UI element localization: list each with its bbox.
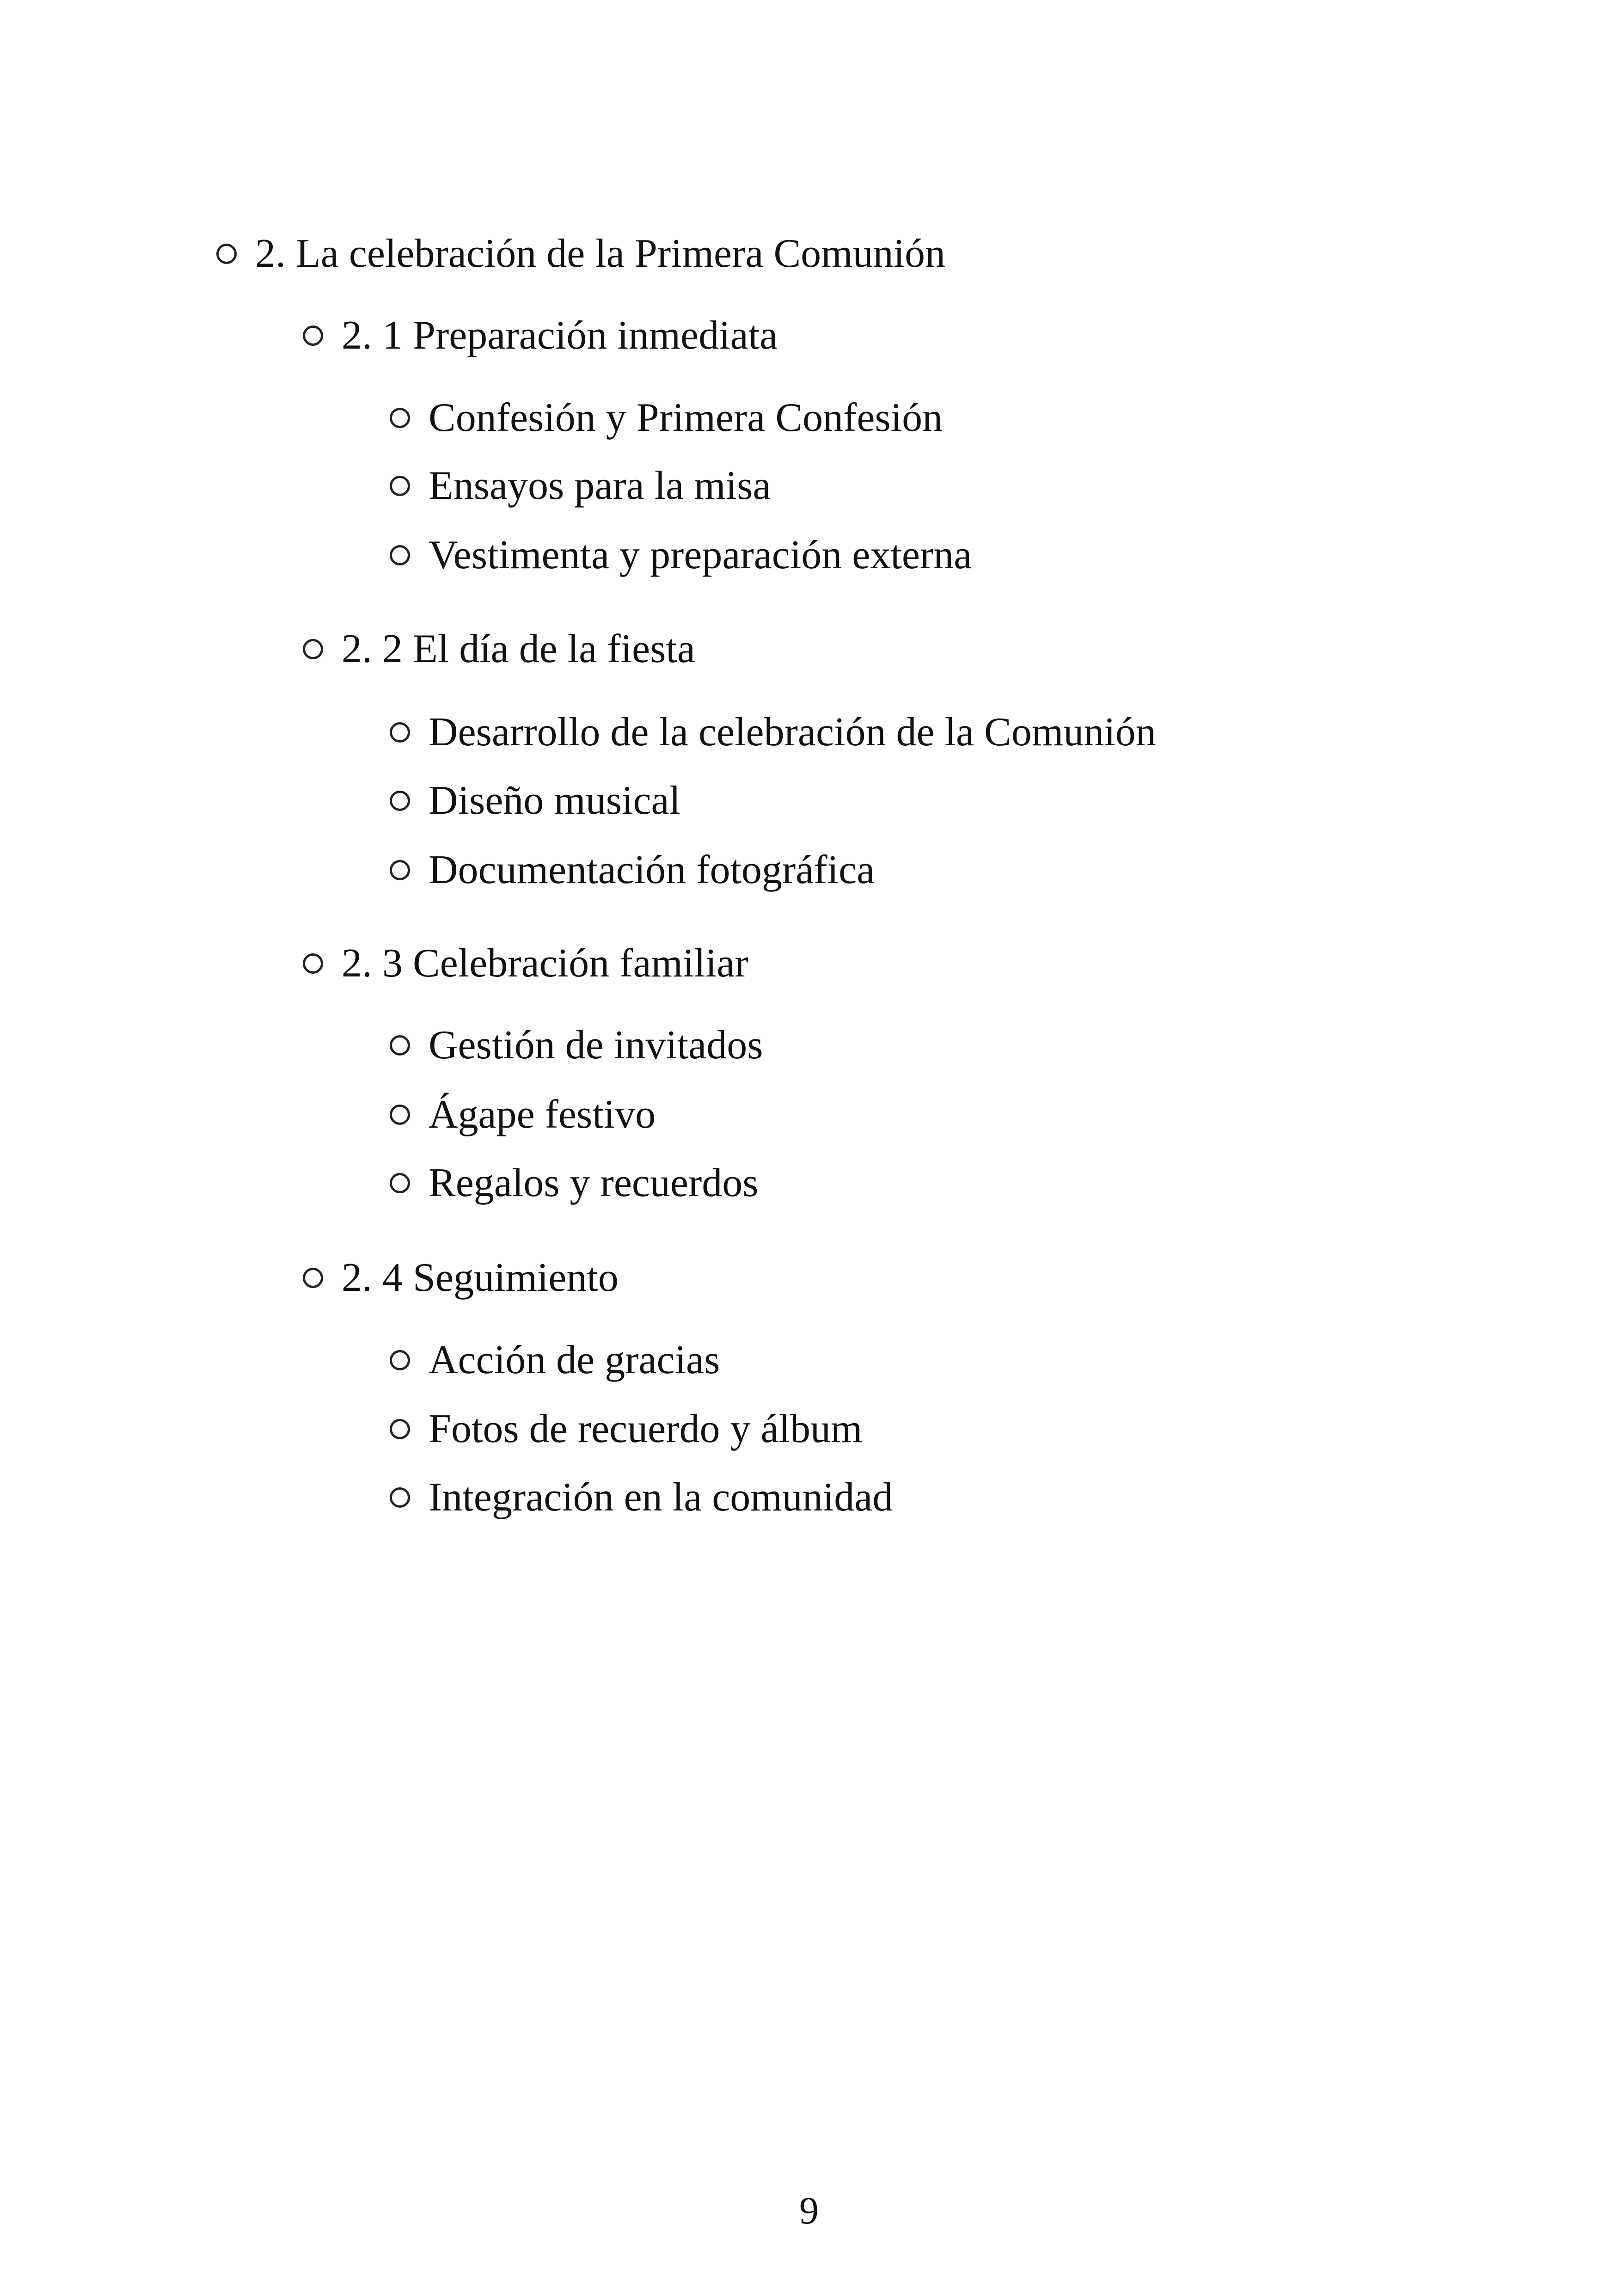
section-title-text: 2. 4 Seguimiento bbox=[342, 1255, 619, 1300]
list-item-text: Confesión y Primera Confesión bbox=[429, 395, 943, 440]
list-item-text: Vestimenta y preparación externa bbox=[429, 533, 972, 577]
list-item-text: Ensayos para la misa bbox=[429, 463, 771, 508]
list-item bbox=[390, 1477, 893, 1518]
list-item-text: Desarrollo de la celebración de la Comunión bbox=[429, 710, 1156, 755]
outline-root-text: 2. La celebración de la Primera Comunión bbox=[255, 231, 946, 276]
section-title-text: 2. 1 Preparación inmediata bbox=[342, 313, 778, 358]
list-item bbox=[390, 780, 680, 821]
list-item bbox=[390, 1094, 656, 1135]
list-item bbox=[390, 1340, 720, 1381]
list-item-text: Ágape festivo bbox=[429, 1092, 656, 1137]
list-item-text: Diseño musical bbox=[429, 778, 681, 823]
list-item bbox=[390, 463, 771, 508]
bullet-icon bbox=[390, 476, 410, 496]
bullet-icon bbox=[390, 722, 410, 743]
list-item bbox=[390, 1406, 863, 1451]
bullet-icon bbox=[303, 953, 323, 974]
section-title-text: 2. 3 Celebración familiar bbox=[342, 941, 748, 986]
bullet-icon bbox=[390, 1487, 410, 1508]
section-title bbox=[303, 626, 695, 671]
list-item-text: Fotos de recuerdo y álbum bbox=[429, 1406, 863, 1451]
list-item-text: Gestión de invitados bbox=[429, 1023, 763, 1068]
bullet-icon bbox=[390, 1350, 410, 1370]
page-number: 9 bbox=[799, 2189, 819, 2232]
list-item bbox=[390, 712, 1156, 753]
bullet-icon bbox=[303, 1268, 323, 1288]
list-item bbox=[390, 535, 972, 576]
bullet-icon bbox=[390, 408, 410, 428]
list-item bbox=[390, 1160, 759, 1205]
section-title bbox=[303, 943, 748, 984]
section-title-text: 2. 2 El día de la fiesta bbox=[342, 626, 695, 671]
list-item bbox=[390, 1025, 763, 1066]
section-title bbox=[303, 315, 778, 356]
list-item-text: Regalos y recuerdos bbox=[429, 1160, 759, 1205]
bullet-icon bbox=[390, 791, 410, 811]
bullet-icon bbox=[390, 860, 410, 880]
list-item-text: Documentación fotográfica bbox=[429, 847, 875, 892]
list-item bbox=[390, 395, 943, 440]
bullet-icon bbox=[390, 1173, 410, 1193]
list-item-text: Integración en la comunidad bbox=[429, 1475, 893, 1520]
list-item-text: Acción de gracias bbox=[429, 1338, 720, 1382]
outline-root bbox=[216, 233, 945, 274]
bullet-icon bbox=[390, 1105, 410, 1125]
bullet-icon bbox=[390, 1035, 410, 1056]
bullet-icon bbox=[303, 639, 323, 659]
bullet-icon bbox=[216, 244, 237, 264]
bullet-icon bbox=[303, 325, 323, 346]
bullet-icon bbox=[390, 1419, 410, 1439]
section-title bbox=[303, 1255, 619, 1300]
bullet-icon bbox=[390, 545, 410, 565]
list-item bbox=[390, 847, 875, 892]
